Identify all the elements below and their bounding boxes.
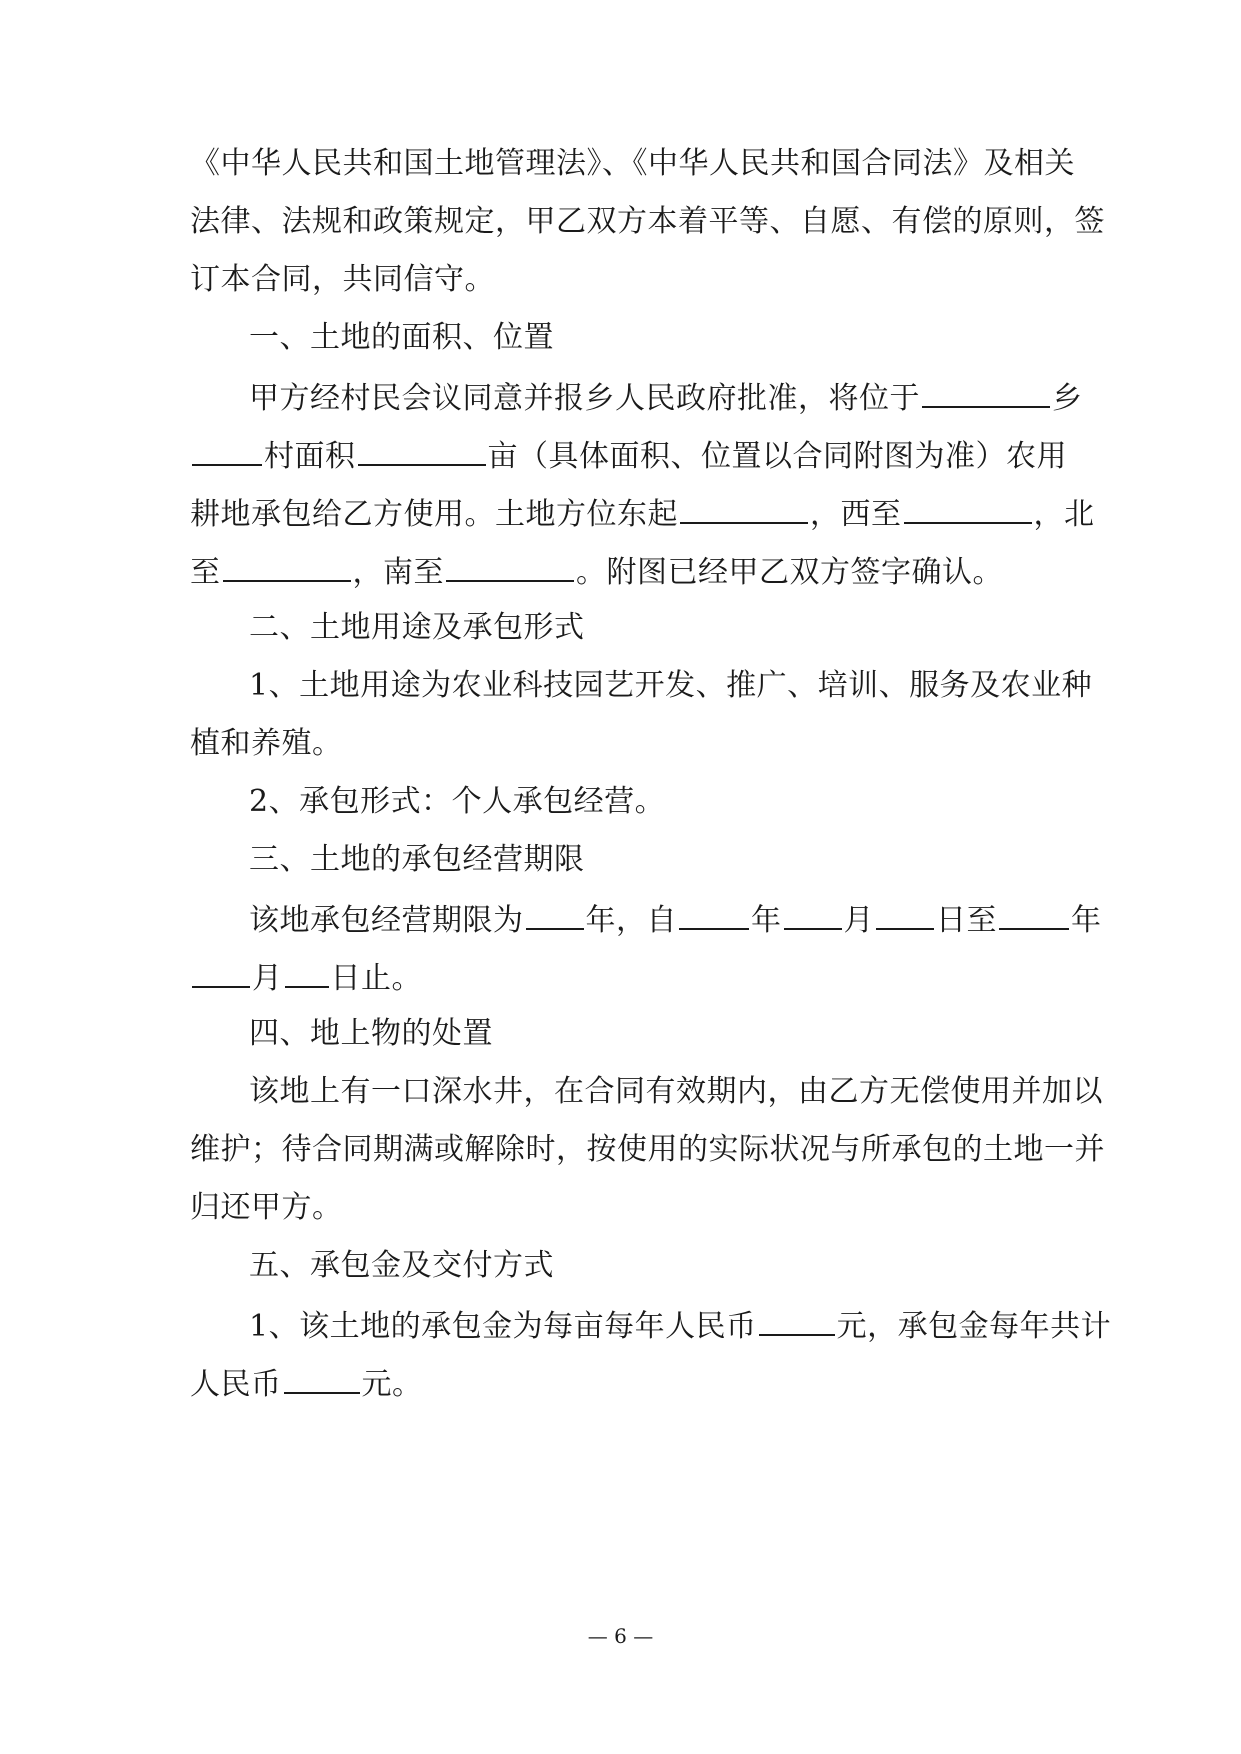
line-text: 村面积	[264, 439, 356, 474]
paragraph-line: 维护；待合同期满或解除时，按使用的实际状况与所承包的土地一并	[190, 1132, 1105, 1167]
line-text: 该地承包经营期限为	[249, 903, 524, 938]
paragraph-line: 法律、法规和政策规定，甲乙双方本着平等、自愿、有偿的原则，签	[190, 204, 1105, 239]
line-text: 甲方经村民会议同意并报乡人民政府批准，将位于	[249, 381, 920, 416]
fill-in-blank	[285, 956, 329, 988]
fill-in-blank	[679, 898, 749, 930]
fill-in-blank	[999, 898, 1069, 930]
line-text: ，西至	[810, 497, 902, 532]
line-text: 月	[252, 961, 283, 996]
fill-in-blank	[358, 434, 486, 466]
paragraph-line: 该地上有一口深水井，在合同有效期内，由乙方无偿使用并加以	[249, 1074, 1103, 1109]
fill-in-blank	[784, 898, 842, 930]
line-text: 耕地承包给乙方使用。土地方位东起	[190, 497, 678, 532]
fill-in-blank	[223, 550, 351, 582]
page-number: — 6 —	[587, 1624, 654, 1648]
line-text: 至	[190, 555, 221, 590]
paragraph-line	[190, 1362, 1060, 1402]
line-text: 日至	[936, 903, 997, 938]
paragraph-line	[249, 376, 1083, 416]
fill-in-blank	[922, 376, 1050, 408]
line-text: 年	[1071, 903, 1102, 938]
line-text: 元。	[361, 1367, 423, 1402]
line-text: ，北	[1033, 497, 1095, 532]
line-text: 年	[751, 903, 782, 938]
paragraph-line	[190, 956, 1060, 996]
section-heading: 二、土地用途及承包形式	[249, 610, 585, 645]
line-text: 月	[843, 903, 874, 938]
line-text: 年，自	[585, 903, 677, 938]
section-heading: 五、承包金及交付方式	[249, 1248, 554, 1283]
line-text: 乡	[1052, 381, 1083, 416]
line-text: 亩（具体面积、位置以合同附图为准）农用	[487, 439, 1067, 474]
line-text: ，南至	[352, 555, 444, 590]
fill-in-blank	[526, 898, 584, 930]
fill-in-blank	[446, 550, 574, 582]
fill-in-blank	[680, 492, 808, 524]
fill-in-blank	[192, 434, 262, 466]
paragraph-line	[190, 434, 1067, 474]
paragraph-line	[190, 550, 1060, 590]
paragraph-line: 植和养殖。	[190, 726, 343, 761]
line-text: 人民币	[190, 1367, 282, 1402]
fill-in-blank	[904, 492, 1032, 524]
line-text: 元，承包金每年共计	[836, 1309, 1112, 1344]
paragraph-line: 1、土地用途为农业科技园艺开发、推广、培训、服务及农业种	[249, 668, 1093, 703]
paragraph-line: 2、承包形式：个人承包经营。	[249, 784, 666, 819]
section-heading: 三、土地的承包经营期限	[249, 842, 585, 877]
paragraph-line	[190, 492, 1095, 532]
fill-in-blank	[759, 1304, 835, 1336]
section-heading: 一、土地的面积、位置	[249, 320, 554, 355]
fill-in-blank	[284, 1362, 360, 1394]
fill-in-blank	[876, 898, 934, 930]
paragraph-line	[249, 1304, 1112, 1344]
paragraph-line	[249, 898, 1102, 938]
line-text: 1、该土地的承包金为每亩每年人民币	[249, 1309, 757, 1344]
paragraph-line: 《中华人民共和国土地管理法》、《中华人民共和国合同法》及相关	[190, 146, 1075, 181]
fill-in-blank	[192, 956, 250, 988]
paragraph-line: 订本合同，共同信守。	[190, 262, 495, 297]
paragraph-line: 归还甲方。	[190, 1190, 343, 1225]
line-text: 日止。	[330, 961, 422, 996]
line-text: 。附图已经甲乙双方签字确认。	[576, 555, 1003, 590]
section-heading: 四、地上物的处置	[249, 1016, 493, 1051]
